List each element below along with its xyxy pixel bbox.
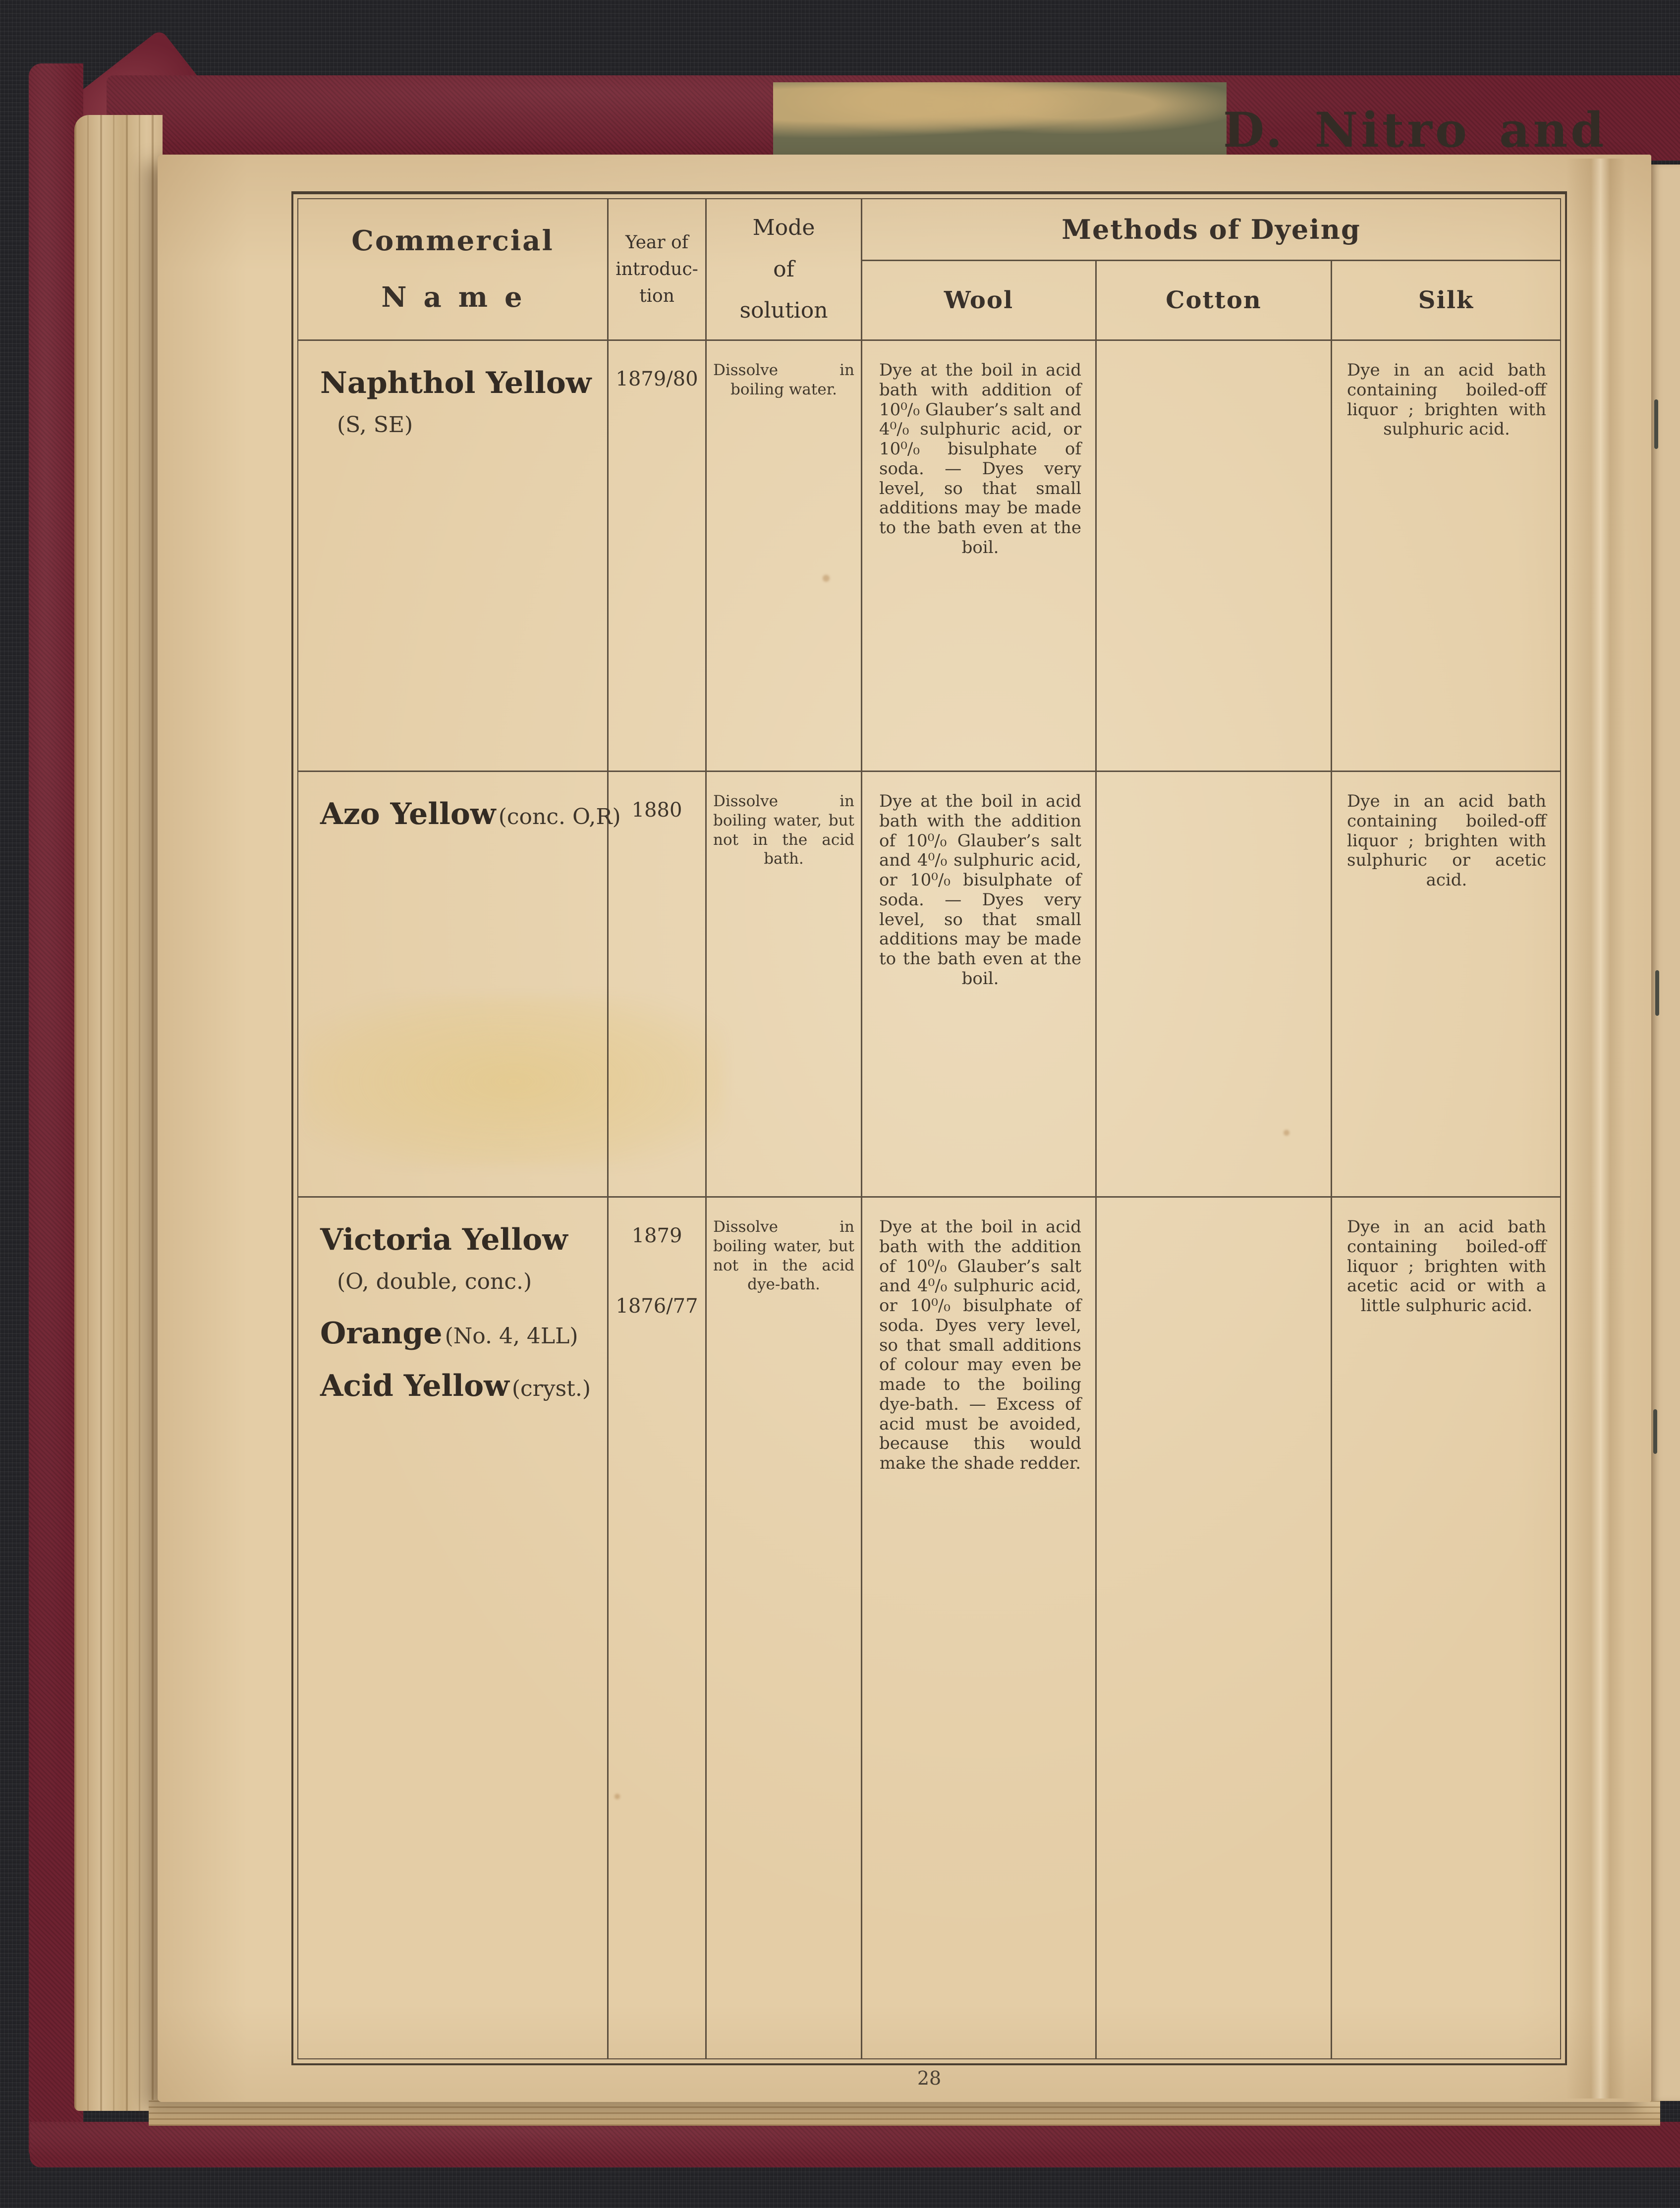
page-number: 28 (917, 2067, 942, 2089)
dye-name: Orange (320, 1316, 443, 1351)
page-edge-clip (1653, 1409, 1657, 1454)
header-year-line3: tion (639, 285, 674, 306)
row2-year: 1880 (609, 772, 707, 1198)
dye-name-qualifier: (cryst.) (511, 1376, 591, 1401)
header-mode-line2: of (773, 256, 794, 282)
row1-cotton-method (1097, 341, 1332, 772)
dye-methods-table (291, 191, 1567, 2065)
row2-cotton-method (1097, 772, 1332, 1198)
page-stack-left-edges (74, 115, 163, 2111)
section-title: D. Nitro and (1223, 102, 1607, 158)
row3-years: 1879 1876/77 (609, 1198, 707, 2058)
row1-mode-of-solution: Dissolve in boiling water. (707, 341, 862, 772)
row1-year: 1879/80 (609, 341, 707, 772)
dye-name: Naphthol Yellow (320, 366, 592, 400)
page-edge-clip (1654, 399, 1658, 449)
row2-silk-method: Dye in an acid bath containing boiled-off liquor ; brighten with sulphuric or acetic acid. (1332, 772, 1560, 1198)
row3-mode-of-solution: Dissolve in boiling water, but not in the acid dye-bath. (707, 1198, 862, 2058)
header-year-of-introduction (609, 199, 707, 341)
header-commercial-line1: Commercial (351, 224, 554, 257)
dye-name: Acid Yellow (320, 1369, 509, 1403)
header-cotton: Cotton (1097, 261, 1332, 341)
header-year-line2: introduc- (616, 259, 698, 279)
book-cover-bottom-edge (30, 2122, 1680, 2167)
dye-name-qualifier: (conc. O,R) (498, 804, 621, 829)
row1-commercial-name (298, 341, 609, 772)
header-commercial-name (298, 199, 609, 341)
dye-name-qualifier: (S, SE) (337, 412, 413, 438)
header-mode-line3: solution (739, 298, 828, 324)
page-behind-edge (1650, 165, 1680, 2101)
dye-name: Azo Yellow (320, 797, 496, 831)
row3-wool-method: Dye at the boil in acid bath with the addition of 10⁰/₀ Glauber’s salt and 4⁰/₀ sulphuric acid, or 10⁰/₀ bisulphate of soda. Dyes very level, so that small additions of colour may even be made to the boiling dye-bath. — Excess of acid must be avoided, because this would make the shade redder. (862, 1198, 1097, 2058)
dye-name-qualifier: (O, double, conc.) (337, 1269, 532, 1294)
dye-methods-table-grid (297, 198, 1561, 2059)
page-edge-clip (1655, 970, 1659, 1016)
row3-commercial-name (298, 1198, 609, 2058)
row2-commercial-name (298, 772, 621, 1198)
row3-silk-method: Dye in an acid bath containing boiled-off liquor ; brighten with acetic acid or with a little sulphuric acid. (1347, 1217, 1546, 1316)
row1-silk-method: Dye in an acid bath containing boiled-off liquor ; brighten with sulphuric acid. (1332, 341, 1560, 772)
row1-wool-method: Dye at the boil in acid bath with addition of 10⁰/₀ Glauber’s salt and 4⁰/₀ sulphuric acid, or 10⁰/₀ bisulphate of soda. — Dyes very level, so that small additions may be made to the bath even at the boil. (862, 341, 1097, 772)
header-wool: Wool (862, 261, 1097, 341)
header-year-line1: Year of (625, 232, 689, 253)
page-crease (1566, 159, 1625, 2098)
dye-name-qualifier: (No. 4, 4LL) (445, 1324, 578, 1349)
header-mode-line1: Mode (752, 215, 815, 241)
dye-name: Victoria Yellow (320, 1222, 568, 1257)
header-commercial-line2: Name (381, 280, 539, 314)
header-mode-of-solution (707, 199, 862, 341)
header-methods-of-dyeing: Methods of Dyeing (862, 199, 1560, 261)
page-stack-bottom-edges (149, 2100, 1660, 2126)
header-silk: Silk (1332, 261, 1560, 341)
worn-spine-strip (773, 82, 1227, 158)
row2-mode-of-solution: Dissolve in boiling water, but not in the acid bath. (707, 772, 862, 1198)
row2-wool-method: Dye at the boil in acid bath with the addition of 10⁰/₀ Glauber’s salt and 4⁰/₀ sulphuric acid, or 10⁰/₀ bisulphate of soda. — Dyes very level, so that small additions may be made to the bath even at the boil. (862, 772, 1097, 1198)
row3-cotton-method (1097, 1198, 1332, 2058)
